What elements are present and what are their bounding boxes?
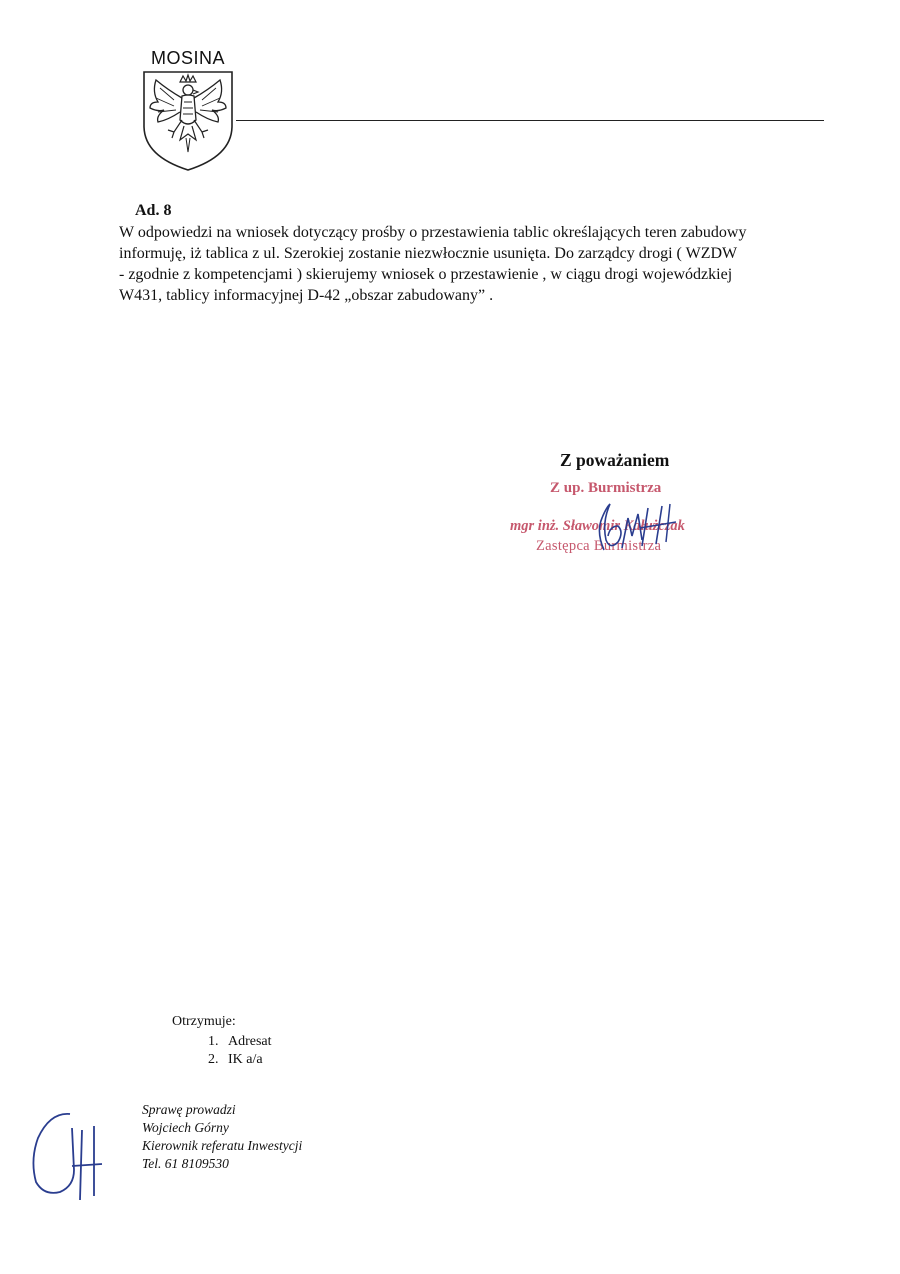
handled-by-phone: Tel. 61 8109530 bbox=[142, 1156, 229, 1171]
closing-salutation: Z poważaniem bbox=[560, 450, 670, 470]
handled-by-label: Sprawę prowadzi bbox=[142, 1102, 236, 1117]
stamp-line-authority: Z up. Burmistrza bbox=[550, 480, 662, 496]
stamp-line-title: Zastępca Burmistrza bbox=[536, 538, 662, 554]
header-divider bbox=[236, 120, 824, 121]
recipients-label: Otrzymuje: bbox=[172, 1014, 236, 1029]
body-line: W odpowiedzi na wniosek dotyczący prośby o przestawienia tablic określających teren zabudowy bbox=[119, 224, 747, 241]
section-heading: Ad. 8 bbox=[135, 202, 172, 219]
signature-icon bbox=[506, 478, 736, 568]
body-line: W431, tablicy informacyjnej D-42 „obszar zabudowany” . bbox=[119, 287, 494, 304]
body-line: - zgodnie z kompetencjami ) skierujemy wniosek o przestawienie , w ciągu drogi wojewódzkiej bbox=[119, 266, 733, 283]
crest-title: MOSINA bbox=[150, 48, 225, 68]
initials-signature-icon bbox=[28, 1108, 108, 1204]
handled-by-name: Wojciech Górny bbox=[142, 1120, 229, 1135]
handled-by-block bbox=[142, 1101, 302, 1173]
list-item: 2. IK a/a bbox=[222, 1051, 272, 1069]
eagle-crest-icon bbox=[140, 68, 236, 172]
body-line: informuję, iż tablica z ul. Szerokiej zostanie niezwłocznie usunięta. Do zarządcy drogi ( WZDW bbox=[119, 245, 738, 262]
recipients-block bbox=[172, 1013, 272, 1069]
official-stamp bbox=[506, 478, 736, 568]
letter-body bbox=[119, 222, 809, 306]
list-item: 1. Adresat bbox=[222, 1033, 272, 1051]
handled-by-position: Kierownik referatu Inwestycji bbox=[142, 1138, 303, 1153]
stamp-line-name: mgr inż. Sławomir Kałużczak bbox=[510, 518, 685, 534]
recipients-list bbox=[172, 1033, 272, 1069]
